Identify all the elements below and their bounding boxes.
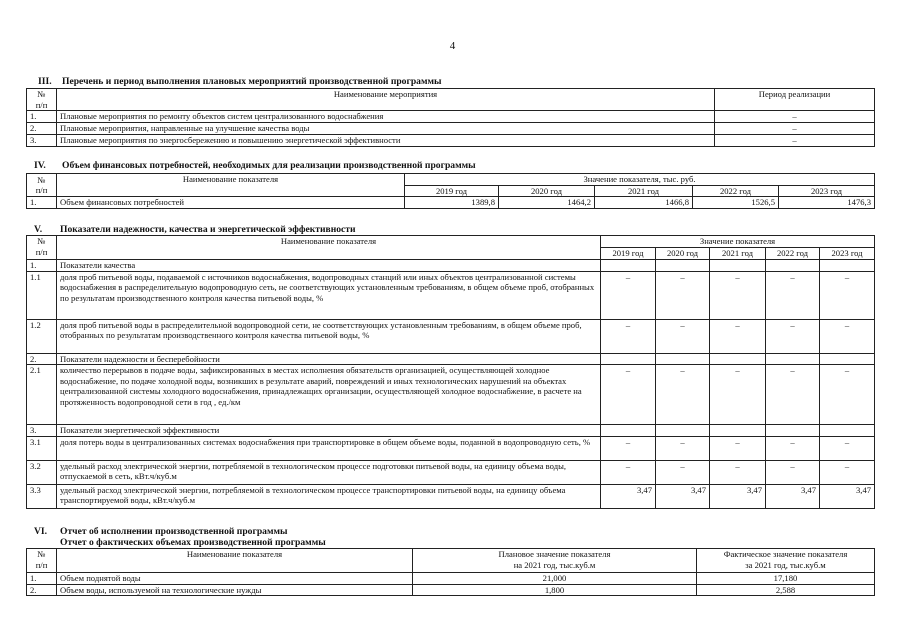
row-number: 2. (27, 353, 57, 365)
section-5-number: V. (34, 224, 43, 235)
column-header-name: Наименование показателя (57, 549, 413, 573)
table-row (27, 460, 875, 484)
row-period: – (715, 123, 875, 135)
plan-value: 21,000 (413, 573, 697, 585)
row-name: доля проб питьевой воды в распределительной водопроводной сети, не соответствующих установленным требованиям, в общем объеме проб, отобранных по результатам производственного контроля качества питьевой воды, % (57, 319, 601, 353)
value-cell: 1466,8 (595, 197, 693, 209)
row-number: 1. (27, 111, 57, 123)
value-cell: – (601, 436, 656, 460)
row-number: 1.1 (27, 271, 57, 319)
value-cell: – (656, 319, 710, 353)
section-4-heading (34, 160, 476, 171)
year-header: 2021 год (710, 248, 766, 260)
column-header-name: Наименование показателя (57, 174, 405, 197)
column-header-number: № п/п (27, 174, 57, 197)
table-s3 (26, 88, 875, 147)
value-cell: – (601, 460, 656, 484)
row-number: 1. (27, 573, 57, 585)
group-name: Показатели энергетической эффективности (57, 425, 601, 437)
fact-value: 17,180 (697, 573, 875, 585)
row-number: 3.2 (27, 460, 57, 484)
row-name: удельный расход электрической энергии, потребляемой в технологическом процессе транспортировки питьевой воды, на единицу объема транспортируемой воды, кВт.ч/куб.м (57, 484, 601, 508)
value-cell: – (766, 319, 820, 353)
row-number: 1.2 (27, 319, 57, 353)
value-cell: – (766, 365, 820, 425)
value-cell: 1476,3 (779, 197, 875, 209)
value-cell: – (710, 319, 766, 353)
table-s4 (26, 173, 875, 209)
section-3-number: III. (38, 76, 52, 87)
value-cell: 3,47 (656, 484, 710, 508)
group-row (27, 353, 875, 365)
value-cell: – (766, 460, 820, 484)
value-cell: – (710, 460, 766, 484)
column-header-value: Значение показателя (601, 236, 875, 248)
value-cell: 1464,2 (499, 197, 595, 209)
page-number: 4 (449, 40, 456, 52)
column-header-number: № п/п (27, 549, 57, 573)
value-cell: – (820, 319, 875, 353)
value-cell: 3,47 (601, 484, 656, 508)
value-cell: – (601, 365, 656, 425)
value-cell: 3,47 (766, 484, 820, 508)
section-3-title: Перечень и период выполнения плановых мероприятий производственной программы (62, 76, 442, 87)
table-row (27, 271, 875, 319)
section-6-subtitle: Отчет о фактических объемах производственной программы (60, 537, 326, 548)
row-name: количество перерывов в подаче воды, зафиксированных в местах исполнения обязательств организацией, осуществляющей холодное водоснабжение, по подаче холодной воды, возникших в результате аварий, повреждений и иных технологических нарушений на объектах централизованной системы холодного водоснабжения, принадлежащих организации, осуществляющей холодное водоснабжение, в расчете на протяженность водопроводной сети в год , ед./км (57, 365, 601, 425)
column-header-name: Наименование мероприятия (57, 89, 715, 111)
table-s5 (26, 235, 875, 509)
year-header: 2019 год (601, 248, 656, 260)
value-cell: – (766, 271, 820, 319)
value-cell: – (710, 271, 766, 319)
fact-value: 2,588 (697, 584, 875, 596)
value-cell: – (656, 271, 710, 319)
year-header: 2020 год (499, 185, 595, 197)
value-cell: – (820, 460, 875, 484)
section-3-heading (38, 76, 442, 87)
column-header-fact: Фактическое значение показателя за 2021 год, тыс.куб.м (697, 549, 875, 573)
table-row (27, 135, 875, 147)
value-cell: – (656, 460, 710, 484)
table-row (27, 319, 875, 353)
row-name: Плановые мероприятия по энергосбережению и повышению энергетической эффективности (57, 135, 715, 147)
table-row (27, 197, 875, 209)
year-header: 2019 год (405, 185, 499, 197)
value-cell: – (766, 436, 820, 460)
value-cell: 3,47 (820, 484, 875, 508)
row-number: 2. (27, 584, 57, 596)
column-header-number: № п/п (27, 236, 57, 260)
row-number: 3.1 (27, 436, 57, 460)
table-s3-header (27, 89, 875, 111)
column-header-period: Период реализации (715, 89, 875, 111)
column-header-value: Значение показателя, тыс. руб. (405, 174, 875, 186)
group-name: Показатели качества (57, 260, 601, 272)
column-header-name: Наименование показателя (57, 236, 601, 260)
row-number: 3.3 (27, 484, 57, 508)
section-6-heading (34, 526, 288, 537)
column-header-number: № п/п (27, 89, 57, 111)
value-cell: – (820, 365, 875, 425)
row-name: Плановые мероприятия, направленные на улучшение качества воды (57, 123, 715, 135)
group-row (27, 260, 875, 272)
section-6-title: Отчет об исполнении производственной программы (60, 526, 288, 537)
value-cell: – (601, 319, 656, 353)
section-5-title: Показатели надежности, качества и энергетической эффективности (60, 224, 356, 235)
plan-value: 1,800 (413, 584, 697, 596)
column-header-plan: Плановое значение показателя на 2021 год, тыс.куб.м (413, 549, 697, 573)
value-cell: – (710, 365, 766, 425)
value-cell: – (601, 271, 656, 319)
section-4-number: IV. (34, 160, 46, 171)
table-s5-header (27, 236, 875, 248)
row-number: 3. (27, 425, 57, 437)
value-cell: 3,47 (710, 484, 766, 508)
table-row (27, 123, 875, 135)
row-name: Плановые мероприятия по ремонту объектов систем централизованного водоснабжения (57, 111, 715, 123)
row-name: доля проб питьевой воды, подаваемой с источников водоснабжения, водопроводных станций или иных объектов централизованной системы водоснабжения в распределительную водопроводную сеть, не соответствующих установленным требованиям, в общем объеме проб, отобранных по результатам производственного контроля качества питьевой воды, % (57, 271, 601, 319)
row-name: удельный расход электрической энергии, потребляемой в технологическом процессе подготовки питьевой воды, на единицу объема воды, отпускаемой в сеть, кВт.ч/куб.м (57, 460, 601, 484)
value-cell: – (820, 271, 875, 319)
table-row (27, 484, 875, 508)
section-4-title: Объем финансовых потребностей, необходимых для реализации производственной программы (62, 160, 476, 171)
value-cell: 1389,8 (405, 197, 499, 209)
value-cell: – (656, 365, 710, 425)
table-s6-header (27, 549, 875, 573)
table-row (27, 573, 875, 585)
row-number: 2. (27, 123, 57, 135)
group-row (27, 425, 875, 437)
row-number: 1. (27, 197, 57, 209)
row-name: Объем воды, используемой на технологические нужды (57, 584, 413, 596)
value-cell: – (710, 436, 766, 460)
year-header: 2023 год (779, 185, 875, 197)
group-name: Показатели надежности и бесперебойности (57, 353, 601, 365)
row-name: Объем финансовых потребностей (57, 197, 405, 209)
year-header: 2023 год (820, 248, 875, 260)
value-cell: 1526,5 (693, 197, 779, 209)
table-s6 (26, 548, 875, 596)
section-5-heading (34, 224, 356, 235)
year-header: 2022 год (693, 185, 779, 197)
year-header: 2020 год (656, 248, 710, 260)
row-period: – (715, 111, 875, 123)
row-name: доля потерь воды в централизованных системах водоснабжения при транспортировке в общем объеме воды, поданной в водопроводную сеть, % (57, 436, 601, 460)
table-row (27, 584, 875, 596)
table-row (27, 111, 875, 123)
year-header: 2022 год (766, 248, 820, 260)
row-name: Объем поднятой воды (57, 573, 413, 585)
value-cell: – (656, 436, 710, 460)
year-header: 2021 год (595, 185, 693, 197)
value-cell: – (820, 436, 875, 460)
row-number: 1. (27, 260, 57, 272)
row-number: 2.1 (27, 365, 57, 425)
table-row (27, 436, 875, 460)
row-period: – (715, 135, 875, 147)
table-s4-header (27, 174, 875, 186)
row-number: 3. (27, 135, 57, 147)
table-row (27, 365, 875, 425)
section-6-number: VI. (34, 526, 48, 537)
